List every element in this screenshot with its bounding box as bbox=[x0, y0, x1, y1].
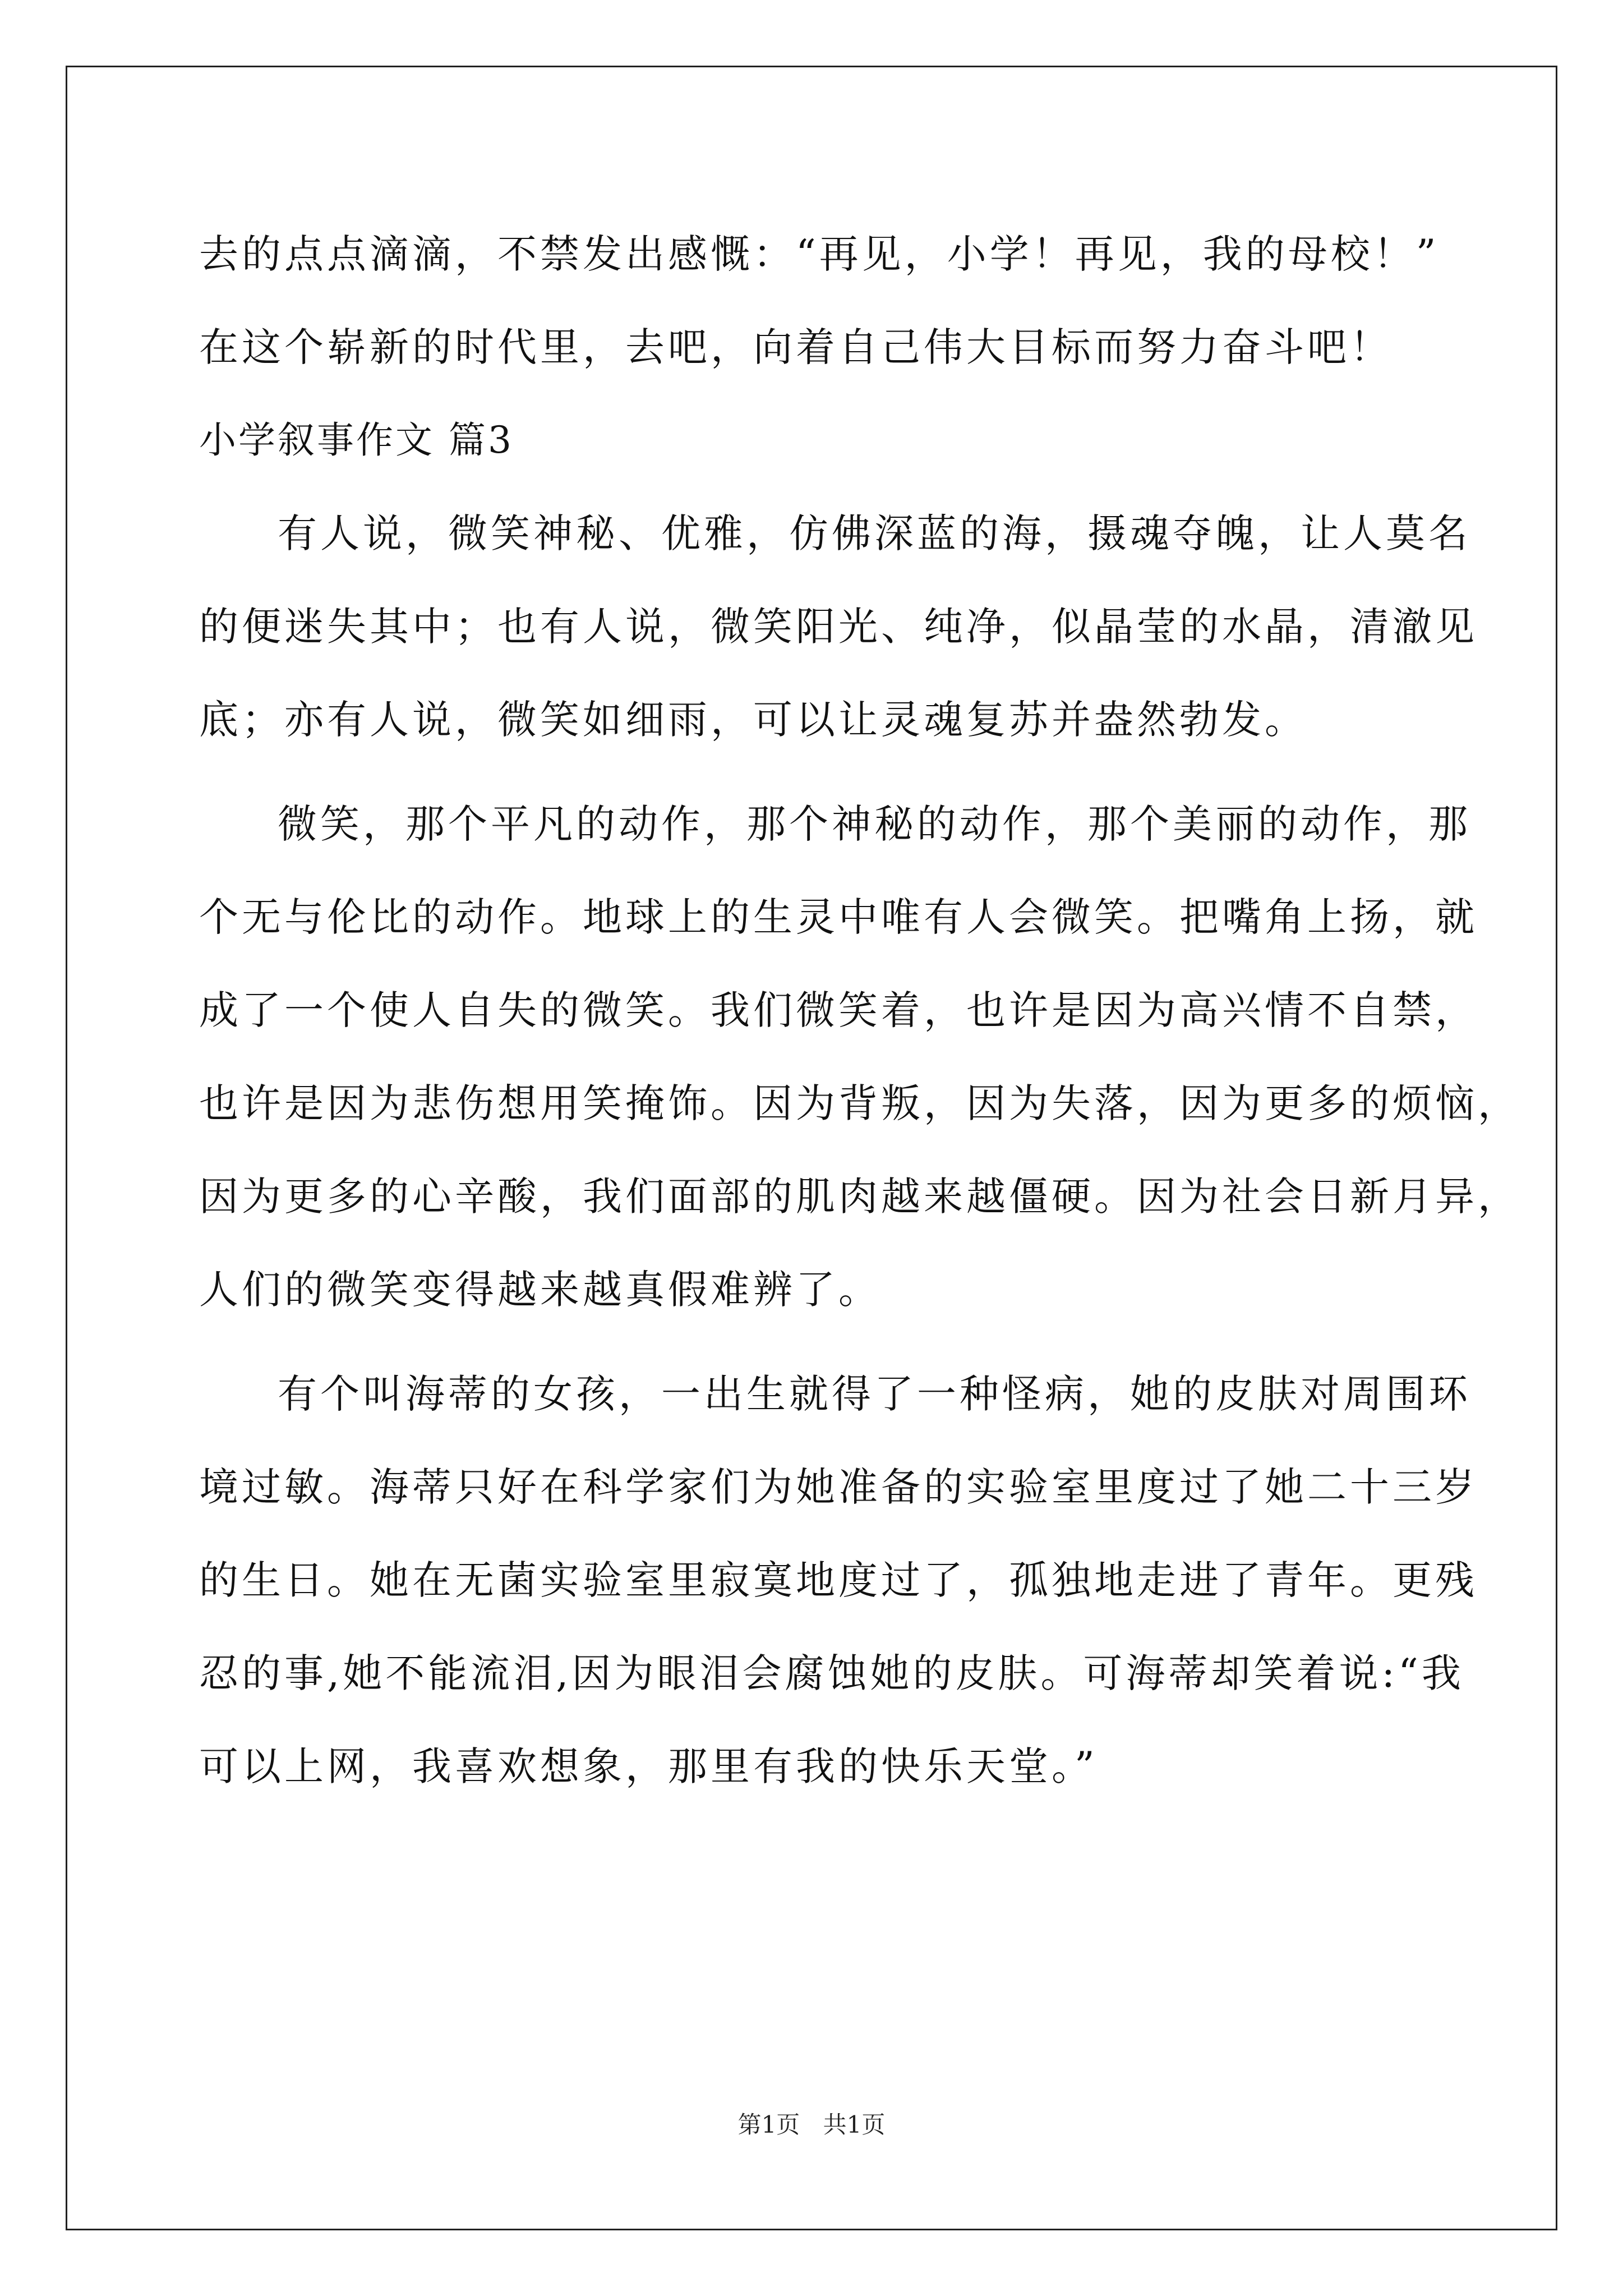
text-line: 可以上网，我喜欢想象，那里有我的快乐天堂。” bbox=[199, 1743, 1098, 1789]
text-line: 有个叫海蒂的女孩，一出生就得了一种怪病，她的皮肤对周围环 bbox=[278, 1371, 1471, 1417]
text-line: 的生日。她在无菌实验室里寂寞地度过了，孤独地走进了青年。更残 bbox=[199, 1557, 1478, 1603]
text-line: 境过敏。海蒂只好在科学家们为她准备的实验室里度过了她二十三岁 bbox=[199, 1464, 1478, 1510]
page-footer bbox=[0, 2106, 1623, 2140]
page-number: 第1页 bbox=[737, 2111, 800, 2138]
text-line: 因为更多的心辛酸，我们面部的肌肉越来越僵硬。因为社会日新月异， bbox=[199, 1174, 1520, 1220]
text-line: 在这个崭新的时代里，去吧，向着自己伟大目标而努力奋斗吧！ bbox=[199, 324, 1393, 370]
text-line: 人们的微笑变得越来越真假难辨了。 bbox=[199, 1267, 881, 1313]
section-heading: 小学叙事作文 篇3 bbox=[199, 418, 514, 462]
text-line: 微笑，那个平凡的动作，那个神秘的动作，那个美丽的动作，那 bbox=[278, 801, 1471, 847]
document-body bbox=[199, 208, 1520, 1813]
text-line: 去的点点滴滴，不禁发出感慨：“再见，小学！再见，我的母校！” bbox=[199, 231, 1440, 277]
text-line: 的便迷失其中；也有人说，微笑阳光、纯净，似晶莹的水晶，清澈见 bbox=[199, 604, 1478, 650]
text-line: 底；亦有人说，微笑如细雨，可以让灵魂复苏并盎然勃发。 bbox=[199, 697, 1307, 743]
text-line: 成了一个使人自失的微笑。我们微笑着，也许是因为高兴情不自禁， bbox=[199, 987, 1478, 1033]
text-line: 忍的事,她不能流泪,因为眼泪会腐蚀她的皮肤。可海蒂却笑着说:“我 bbox=[199, 1650, 1464, 1696]
text-line: 个无与伦比的动作。地球上的生灵中唯有人会微笑。把嘴角上扬，就 bbox=[199, 894, 1478, 940]
page-total: 共1页 bbox=[823, 2111, 886, 2138]
text-line: 有人说，微笑神秘、优雅，仿佛深蓝的海，摄魂夺魄，让人莫名 bbox=[278, 510, 1471, 556]
text-line: 也许是因为悲伤想用笑掩饰。因为背叛，因为失落，因为更多的烦恼， bbox=[199, 1080, 1520, 1126]
